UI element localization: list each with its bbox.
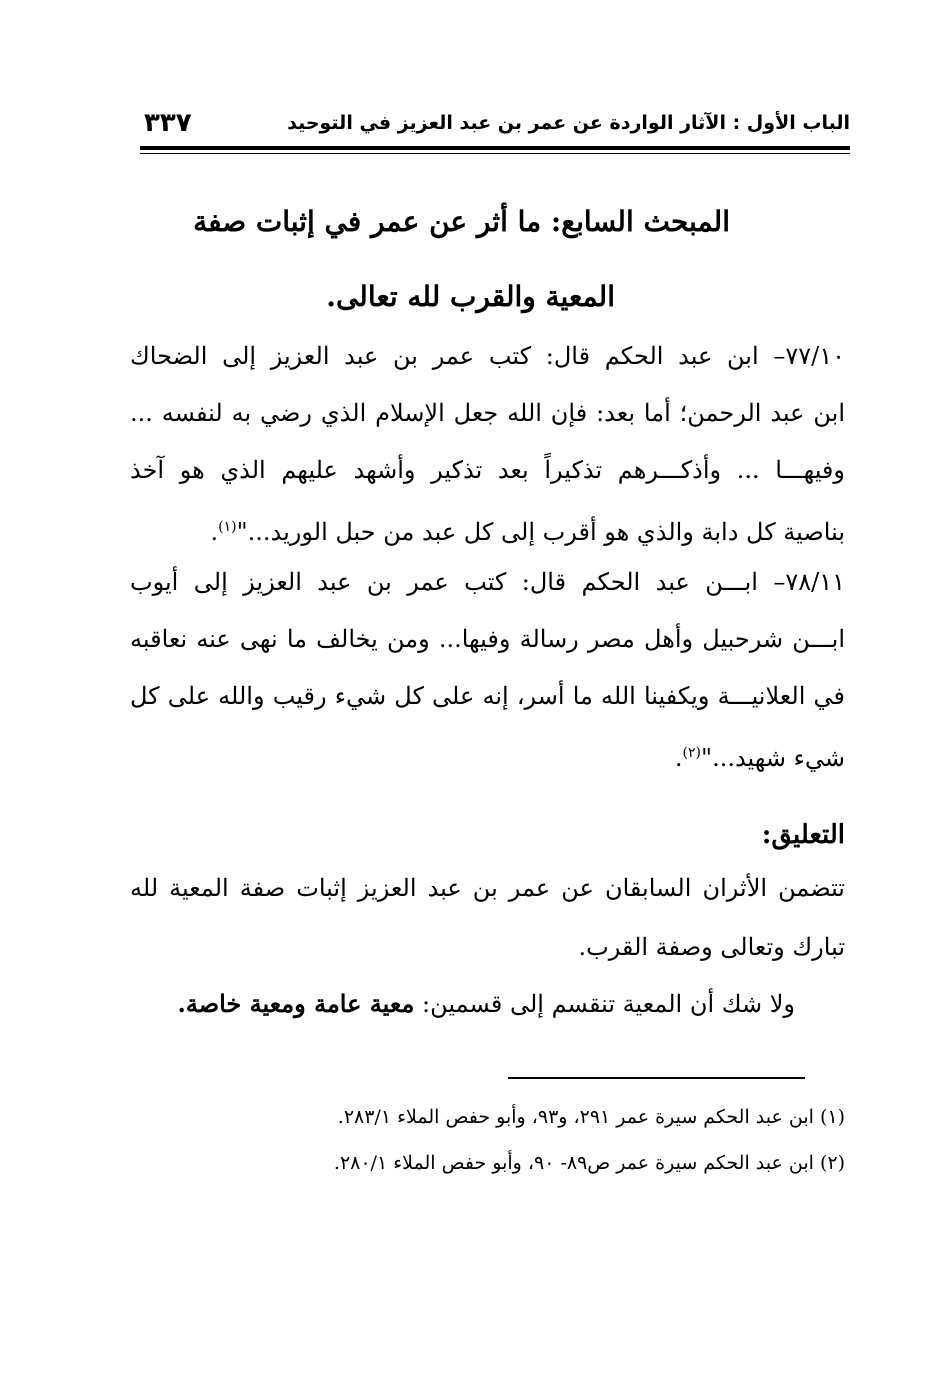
paragraph-1-line-2: ابن عبد الرحمن؛ أما بعد: فإن الله جعل الإسلام الذي رضي به لنفسه ... — [130, 399, 845, 427]
page-number: ٣٣٧ — [144, 108, 192, 138]
commentary-line-3-bold: معية عامة ومعية خاصة. — [177, 989, 415, 1018]
section-heading-line-2: المعية والقرب لله تعالى. — [326, 280, 615, 313]
footnote-2: (٢) ابن عبد الحكم سيرة عمر ص٨٩- ٩٠، وأبو حفص الملاء ٢٨٠/١. — [333, 1152, 845, 1174]
header-rule — [140, 146, 850, 150]
paragraph-2-line-1: ٧٨/١١– ابـــن عبد الحكم قال: كتب عمر بن عبد العزيز إلى أيوب — [130, 568, 845, 596]
commentary-line-1: تتضمن الأثران السابقان عن عمر بن عبد العزيز إثبات صفة المعية لله — [130, 874, 845, 902]
paragraph-2-line-4: شيء شهيد..."$^{(٢)}$. — [674, 744, 845, 772]
commentary-line-2: تبارك وتعالى وصفة القرب. — [578, 933, 845, 961]
commentary-heading: التعليق: — [761, 820, 845, 850]
commentary-line-3-text: ولا شك أن المعية تنقسم إلى قسمين: — [421, 990, 795, 1018]
commentary-line-3 — [95, 988, 795, 1020]
section-heading-line-1: المبحث السابع: ما أثر عن عمر في إثبات صفة — [193, 205, 730, 238]
footnote-ref-2: (٢) — [682, 745, 702, 761]
paragraph-2-line-3: في العلانيـــة ويكفينا الله ما أسر، إنه على كل شيء رقيب والله على كل — [130, 682, 845, 710]
footnote-separator — [508, 1077, 805, 1079]
paragraph-2-line-4-text: شيء شهيد... — [712, 744, 845, 772]
footnote-1: (١) ابن عبد الحكم سيرة عمر ٢٩١، و٩٣، وأبو حفص الملاء ٢٨٣/١. — [337, 1106, 845, 1128]
running-header — [140, 108, 850, 146]
paragraph-1-line-1: ٧٧/١٠– ابن عبد الحكم قال: كتب عمر بن عبد العزيز إلى الضحاك — [130, 342, 845, 370]
footnote-ref-1: (١) — [218, 519, 237, 535]
paragraph-2-line-2: ابـــن شرحبيل وأهل مصر رسالة وفيها... ومن يخالف ما نهى عنه نعاقبه — [130, 625, 845, 653]
header-rule-thin — [140, 153, 850, 154]
paragraph-1-line-4-text: بناصية كل دابة والذي هو أقرب إلى كل عبد من حبل الوريد... — [247, 518, 845, 546]
paragraph-1-line-3: وفيهـــا ... وأذكـــرهم تذكيراً بعد تذكير وأشهد عليهم الذي هو آخذ — [130, 456, 845, 484]
header-title: الباب الأول : الآثار الواردة عن عمر بن عبد العزيز في التوحيد — [287, 112, 850, 134]
paragraph-1-line-4: بناصية كل دابة والذي هو أقرب إلى كل عبد من حبل الوريد..."$^{(١)}$. — [210, 518, 845, 546]
